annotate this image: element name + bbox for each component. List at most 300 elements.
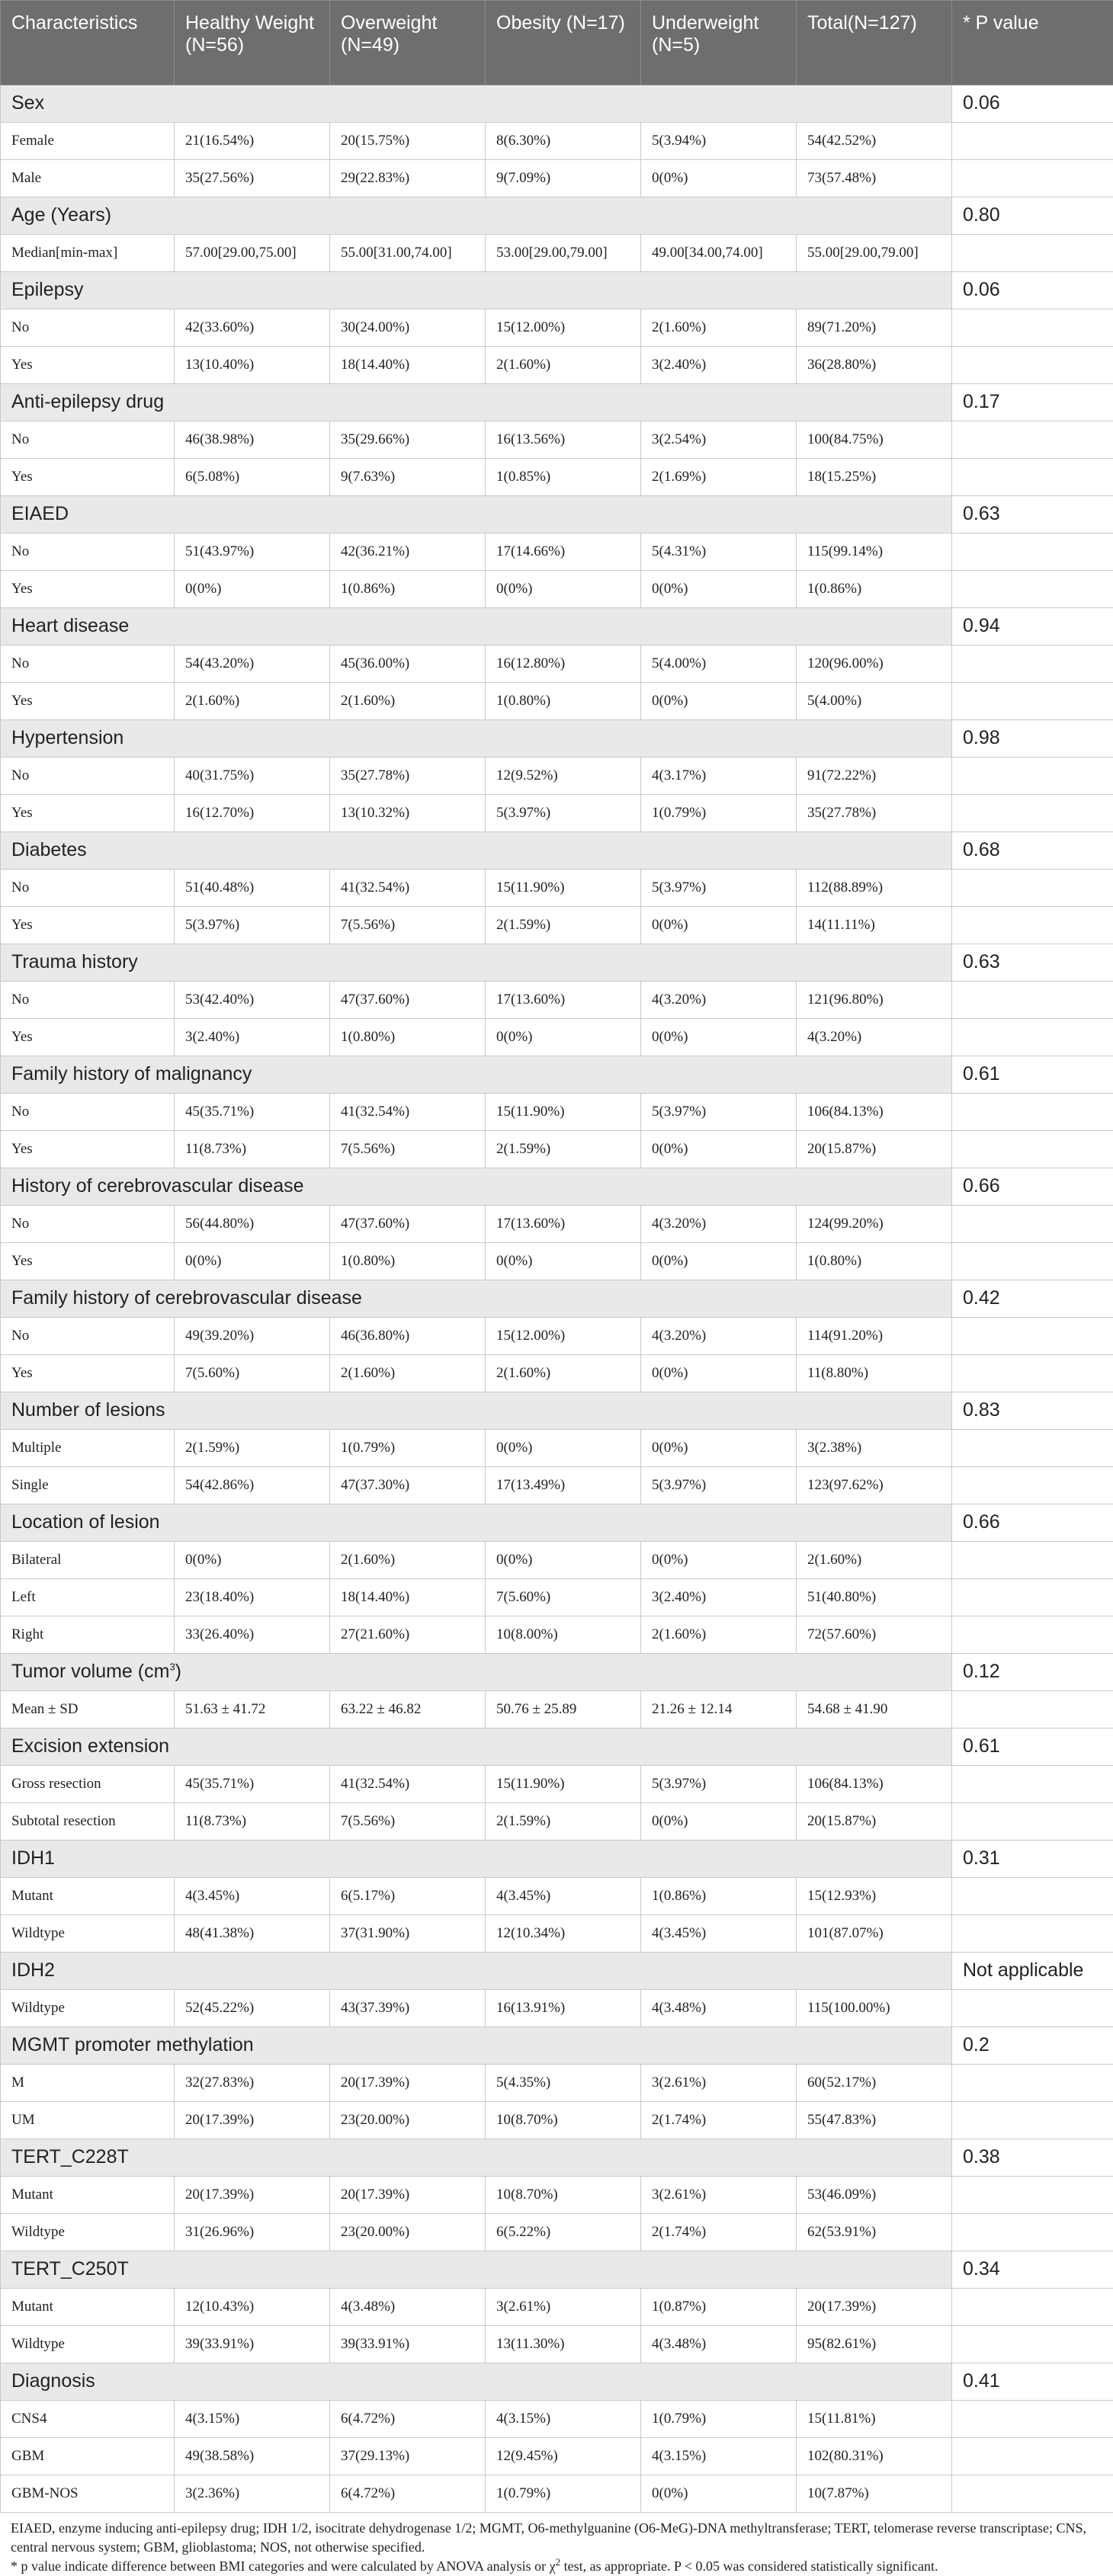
table-row [1, 683, 1113, 720]
table-cell: 2(1.60%) [330, 1542, 486, 1579]
table-cell-empty [952, 1355, 1113, 1392]
table-cell: 4(3.48%) [641, 2326, 797, 2363]
table-cell: 16(12.80%) [486, 646, 641, 683]
table-cell: 29(22.83%) [330, 160, 486, 197]
table-cell: 56(44.80%) [175, 1206, 330, 1243]
row-label: GBM [1, 2438, 175, 2475]
table-cell: 7(5.60%) [486, 1579, 641, 1616]
table-row [1, 2177, 1113, 2214]
p-value-cell: 0.42 [952, 1280, 1113, 1318]
table-cell: 106(84.13%) [797, 1094, 952, 1131]
section-title-text: IDH2 [11, 1959, 55, 1981]
table-row [1, 1094, 1113, 1131]
table-cell: 15(11.90%) [486, 1094, 641, 1131]
section-title-text: Family history of cerebrovascular disease [11, 1287, 362, 1309]
section-title-end: ) [175, 1661, 181, 1682]
table-cell: 23(20.00%) [330, 2214, 486, 2251]
footnote-chi-sup: 2 [556, 2556, 561, 2568]
section-title [1, 2251, 952, 2289]
table-cell: 55.00[29.00,79.00] [797, 235, 952, 272]
table-cell: 7(5.56%) [330, 907, 486, 944]
table-row [1, 646, 1113, 683]
p-value-cell: 0.2 [952, 2027, 1113, 2065]
table-cell: 16(13.56%) [486, 421, 641, 459]
section-header-row [1, 384, 1113, 421]
table-cell: 51(40.80%) [797, 1579, 952, 1616]
table-cell: 53.00[29.00,79.00] [486, 235, 641, 272]
table-cell: 7(5.56%) [330, 1131, 486, 1168]
table-cell: 5(3.97%) [641, 1467, 797, 1504]
table-cell: 6(5.22%) [486, 2214, 641, 2251]
table-row [1, 2102, 1113, 2139]
table-cell-empty [952, 1691, 1113, 1729]
section-header-row [1, 720, 1113, 758]
section-title-text: EIAED [11, 503, 69, 524]
table-cell: 0(0%) [641, 1430, 797, 1467]
table-cell: 20(17.39%) [330, 2065, 486, 2102]
table-cell: 49.00[34.00,74.00] [641, 235, 797, 272]
table-cell: 32(27.83%) [175, 2065, 330, 2102]
table-row [1, 1766, 1113, 1803]
table-cell: 1(0.85%) [486, 459, 641, 496]
table-cell: 15(12.93%) [797, 1878, 952, 1915]
section-header-row [1, 197, 1113, 235]
header-characteristics: Characteristics [1, 1, 175, 85]
table-cell: 4(3.45%) [641, 1915, 797, 1953]
row-label: GBM-NOS [1, 2475, 175, 2513]
section-header-row [1, 2027, 1113, 2065]
table-cell: 3(2.61%) [486, 2289, 641, 2326]
table-cell: 53(46.09%) [797, 2177, 952, 2214]
section-title [1, 272, 952, 309]
table-row [1, 758, 1113, 795]
table-cell: 8(6.30%) [486, 123, 641, 160]
table-cell-empty [952, 1467, 1113, 1504]
table-cell-empty [952, 1878, 1113, 1915]
table-cell: 20(15.87%) [797, 1803, 952, 1841]
row-label: Gross resection [1, 1766, 175, 1803]
table-cell: 13(11.30%) [486, 2326, 641, 2363]
table-cell-empty [952, 1206, 1113, 1243]
row-label: Female [1, 123, 175, 160]
table-cell: 3(2.36%) [175, 2475, 330, 2513]
table-row [1, 1243, 1113, 1280]
section-header-row [1, 1841, 1113, 1878]
section-header-row [1, 272, 1113, 309]
table-cell-empty [952, 1542, 1113, 1579]
section-title [1, 197, 952, 235]
table-cell: 4(3.45%) [175, 1878, 330, 1915]
table-cell: 54(42.86%) [175, 1467, 330, 1504]
row-label: No [1, 1094, 175, 1131]
table-cell: 46(38.98%) [175, 421, 330, 459]
table-cell: 51(43.97%) [175, 533, 330, 571]
table-cell: 50.76 ± 25.89 [486, 1691, 641, 1729]
table-cell: 6(4.72%) [330, 2401, 486, 2438]
row-label: Mean ± SD [1, 1691, 175, 1729]
table-row [1, 309, 1113, 347]
table-cell: 18(14.40%) [330, 1579, 486, 1616]
row-label: Subtotal resection [1, 1803, 175, 1841]
table-cell: 17(14.66%) [486, 533, 641, 571]
table-cell: 46(36.80%) [330, 1318, 486, 1355]
table-cell: 4(3.20%) [641, 982, 797, 1019]
section-title [1, 832, 952, 870]
section-title-sup: 3 [169, 1661, 175, 1673]
row-label: No [1, 421, 175, 459]
header-obesity: Obesity (N=17) [486, 1, 641, 85]
table-cell-empty [952, 309, 1113, 347]
table-cell: 60(52.17%) [797, 2065, 952, 2102]
row-label: Yes [1, 683, 175, 720]
table-cell: 7(5.60%) [175, 1355, 330, 1392]
table-cell-empty [952, 123, 1113, 160]
table-cell-empty [952, 1990, 1113, 2027]
table-cell: 39(33.91%) [175, 2326, 330, 2363]
row-label: M [1, 2065, 175, 2102]
table-cell: 5(3.97%) [486, 795, 641, 832]
p-value-cell: 0.17 [952, 384, 1113, 421]
row-label: Mutant [1, 2177, 175, 2214]
header-p-value: * P value [952, 1, 1113, 85]
table-row [1, 1691, 1113, 1729]
table-body [1, 85, 1113, 2513]
table-row [1, 2438, 1113, 2475]
row-label: Single [1, 1467, 175, 1504]
section-title [1, 1729, 952, 1766]
table-cell: 9(7.63%) [330, 459, 486, 496]
table-cell-empty [952, 235, 1113, 272]
table-cell: 17(13.60%) [486, 982, 641, 1019]
table-cell: 48(41.38%) [175, 1915, 330, 1953]
table-cell: 18(15.25%) [797, 459, 952, 496]
table-cell: 39(33.91%) [330, 2326, 486, 2363]
table-cell: 45(35.71%) [175, 1094, 330, 1131]
p-value-cell: 0.61 [952, 1056, 1113, 1094]
table-cell: 115(99.14%) [797, 533, 952, 571]
table-cell-empty [952, 683, 1113, 720]
row-label: Mutant [1, 1878, 175, 1915]
section-header-row [1, 496, 1113, 533]
table-cell: 40(31.75%) [175, 758, 330, 795]
table-cell: 10(7.87%) [797, 2475, 952, 2513]
table-cell: 21(16.54%) [175, 123, 330, 160]
table-cell: 4(3.20%) [641, 1206, 797, 1243]
table-cell: 3(2.40%) [175, 1019, 330, 1056]
row-label: No [1, 758, 175, 795]
section-header-row [1, 2363, 1113, 2401]
table-cell: 9(7.09%) [486, 160, 641, 197]
table-cell: 73(57.48%) [797, 160, 952, 197]
footnote-abbreviations: EIAED, enzyme inducing anti-epilepsy drug; IDH 1/2, isocitrate dehydrogenase 1/2; MGMT, O6-methylguanine (O6-MeG)-DNA methyltransferase; TERT, telomerase reverse transcriptase; CNS, central nervous system; GBM, glioblastoma; NOS, not otherwise specified. [11, 2519, 1101, 2557]
table-cell: 0(0%) [641, 1542, 797, 1579]
section-header-row [1, 944, 1113, 982]
p-value-cell: 0.94 [952, 608, 1113, 646]
table-cell: 0(0%) [486, 1430, 641, 1467]
table-cell: 20(17.39%) [175, 2177, 330, 2214]
p-value-cell: 0.06 [952, 272, 1113, 309]
table-cell: 20(17.39%) [797, 2289, 952, 2326]
table-cell: 20(15.75%) [330, 123, 486, 160]
table-cell: 45(36.00%) [330, 646, 486, 683]
section-title-text: Anti-epilepsy drug [11, 391, 164, 412]
table-cell: 18(14.40%) [330, 347, 486, 384]
table-cell: 15(11.90%) [486, 1766, 641, 1803]
table-cell: 51(40.48%) [175, 870, 330, 907]
table-cell: 0(0%) [641, 1243, 797, 1280]
table-cell: 4(3.15%) [175, 2401, 330, 2438]
table-cell: 106(84.13%) [797, 1766, 952, 1803]
section-header-row [1, 1504, 1113, 1542]
table-cell: 114(91.20%) [797, 1318, 952, 1355]
table-cell: 2(1.59%) [486, 1803, 641, 1841]
table-cell: 10(8.70%) [486, 2177, 641, 2214]
table-cell: 10(8.00%) [486, 1616, 641, 1654]
row-label: Right [1, 1616, 175, 1654]
table-cell: 45(35.71%) [175, 1766, 330, 1803]
table-row [1, 347, 1113, 384]
table-row [1, 571, 1113, 608]
table-cell: 20(17.39%) [330, 2177, 486, 2214]
row-label: No [1, 646, 175, 683]
table-cell-empty [952, 533, 1113, 571]
row-label: No [1, 533, 175, 571]
section-header-row [1, 1280, 1113, 1318]
table-cell: 121(96.80%) [797, 982, 952, 1019]
table-cell-empty [952, 421, 1113, 459]
table-cell: 54(42.52%) [797, 123, 952, 160]
table-cell: 0(0%) [641, 907, 797, 944]
table-row [1, 235, 1113, 272]
table-row [1, 2289, 1113, 2326]
table-cell: 33(26.40%) [175, 1616, 330, 1654]
table-cell: 3(2.38%) [797, 1430, 952, 1467]
table-cell: 2(1.60%) [641, 309, 797, 347]
table-cell: 23(18.40%) [175, 1579, 330, 1616]
row-label: CNS4 [1, 2401, 175, 2438]
table-cell: 49(39.20%) [175, 1318, 330, 1355]
section-header-row [1, 2139, 1113, 2177]
section-title-text: Excision extension [11, 1735, 169, 1757]
table-cell: 2(1.59%) [486, 907, 641, 944]
table-row [1, 1542, 1113, 1579]
p-value-cell: 0.41 [952, 2363, 1113, 2401]
table-cell: 0(0%) [175, 571, 330, 608]
table-cell-empty [952, 646, 1113, 683]
table-cell: 13(10.40%) [175, 347, 330, 384]
section-title [1, 384, 952, 421]
table-cell: 2(1.59%) [175, 1430, 330, 1467]
table-cell-empty [952, 347, 1113, 384]
table-cell: 35(27.78%) [797, 795, 952, 832]
table-cell: 42(33.60%) [175, 309, 330, 347]
row-label: No [1, 309, 175, 347]
section-title-text: Sex [11, 92, 44, 114]
table-cell: 112(88.89%) [797, 870, 952, 907]
table-cell: 13(10.32%) [330, 795, 486, 832]
table-cell: 101(87.07%) [797, 1915, 952, 1953]
p-value-cell: 0.63 [952, 944, 1113, 982]
table-cell: 15(11.90%) [486, 870, 641, 907]
table-cell: 3(2.40%) [641, 347, 797, 384]
table-row [1, 1990, 1113, 2027]
header-underweight: Underweight (N=5) [641, 1, 797, 85]
table-cell: 54.68 ± 41.90 [797, 1691, 952, 1729]
table-cell: 102(80.31%) [797, 2438, 952, 2475]
table-row [1, 2065, 1113, 2102]
table-cell: 53(42.40%) [175, 982, 330, 1019]
table-cell: 5(3.97%) [175, 907, 330, 944]
table-cell-empty [952, 1616, 1113, 1654]
table-cell: 1(0.87%) [641, 2289, 797, 2326]
table-row [1, 1019, 1113, 1056]
table-cell: 63.22 ± 46.82 [330, 1691, 486, 1729]
table-cell: 0(0%) [641, 683, 797, 720]
p-value-cell: 0.61 [952, 1729, 1113, 1766]
table-cell-empty [952, 1243, 1113, 1280]
table-cell: 2(1.74%) [641, 2214, 797, 2251]
p-value-cell: 0.12 [952, 1654, 1113, 1691]
section-header-row [1, 85, 1113, 123]
table-cell: 3(2.61%) [641, 2177, 797, 2214]
table-cell: 52(45.22%) [175, 1990, 330, 2027]
table-cell: 20(15.87%) [797, 1131, 952, 1168]
section-header-row [1, 2251, 1113, 2289]
section-header-row [1, 1953, 1113, 1990]
table-cell: 16(13.91%) [486, 1990, 641, 2027]
table-cell-empty [952, 160, 1113, 197]
table-cell: 0(0%) [641, 160, 797, 197]
table-cell-empty [952, 1430, 1113, 1467]
table-cell: 37(31.90%) [330, 1915, 486, 1953]
table-row [1, 982, 1113, 1019]
table-cell: 16(12.70%) [175, 795, 330, 832]
table-cell: 12(9.45%) [486, 2438, 641, 2475]
table-cell: 5(3.94%) [641, 123, 797, 160]
table-cell: 3(2.40%) [641, 1579, 797, 1616]
table-row [1, 2326, 1113, 2363]
table-cell: 62(53.91%) [797, 2214, 952, 2251]
p-value-cell: 0.80 [952, 197, 1113, 235]
table-cell: 37(29.13%) [330, 2438, 486, 2475]
table-cell: 17(13.60%) [486, 1206, 641, 1243]
table-cell: 47(37.60%) [330, 982, 486, 1019]
table-row [1, 1915, 1113, 1953]
table-cell: 5(4.31%) [641, 533, 797, 571]
row-label: Left [1, 1579, 175, 1616]
section-header-row [1, 608, 1113, 646]
row-label: Yes [1, 347, 175, 384]
table-cell: 0(0%) [486, 1019, 641, 1056]
table-cell: 2(1.60%) [175, 683, 330, 720]
p-value-cell: 0.34 [952, 2251, 1113, 2289]
table-row [1, 2214, 1113, 2251]
section-title-text: TERT_C228T [11, 2146, 129, 2167]
table-cell: 115(100.00%) [797, 1990, 952, 2027]
table-cell-empty [952, 1915, 1113, 1953]
table-cell: 2(1.74%) [641, 2102, 797, 2139]
table-cell: 49(38.58%) [175, 2438, 330, 2475]
table-cell-empty [952, 2102, 1113, 2139]
section-title-text: Diagnosis [11, 2370, 95, 2392]
table-cell: 0(0%) [486, 1542, 641, 1579]
table-cell-empty [952, 2326, 1113, 2363]
table-cell: 55.00[31.00,74.00] [330, 235, 486, 272]
table-cell: 27(21.60%) [330, 1616, 486, 1654]
table-cell: 4(3.15%) [486, 2401, 641, 2438]
table-cell: 2(1.60%) [330, 1355, 486, 1392]
table-cell: 11(8.73%) [175, 1803, 330, 1841]
table-cell: 41(32.54%) [330, 1094, 486, 1131]
table-cell: 54(43.20%) [175, 646, 330, 683]
table-row [1, 421, 1113, 459]
table-row [1, 160, 1113, 197]
row-label: Mutant [1, 2289, 175, 2326]
section-title-text: Age (Years) [11, 204, 111, 226]
table-cell: 11(8.80%) [797, 1355, 952, 1392]
section-title [1, 1392, 952, 1430]
table-cell: 6(5.17%) [330, 1878, 486, 1915]
footnote-pvalue-text-end: test, as appropriate. P < 0.05 was considered statistically significant. [560, 2558, 938, 2574]
p-value-cell: 0.63 [952, 496, 1113, 533]
section-title [1, 1280, 952, 1318]
row-label: Multiple [1, 1430, 175, 1467]
p-value-cell: 0.68 [952, 832, 1113, 870]
section-title [1, 2363, 952, 2401]
table-row [1, 1206, 1113, 1243]
table-cell: 20(17.39%) [175, 2102, 330, 2139]
row-label: Male [1, 160, 175, 197]
table-cell: 35(27.78%) [330, 758, 486, 795]
table-cell: 1(0.79%) [486, 2475, 641, 2513]
table-cell: 0(0%) [641, 2475, 797, 2513]
table-cell: 55(47.83%) [797, 2102, 952, 2139]
table-cell: 5(3.97%) [641, 870, 797, 907]
section-title-text: History of cerebrovascular disease [11, 1175, 304, 1197]
table-cell: 4(3.15%) [641, 2438, 797, 2475]
p-value-cell: 0.66 [952, 1504, 1113, 1542]
table-row [1, 1318, 1113, 1355]
section-title [1, 1504, 952, 1542]
section-title [1, 944, 952, 982]
section-title [1, 1953, 952, 1990]
section-header-row [1, 1729, 1113, 1766]
table-cell-empty [952, 1803, 1113, 1841]
section-title-text: Heart disease [11, 615, 129, 636]
table-cell: 0(0%) [641, 1803, 797, 1841]
section-title-text: IDH1 [11, 1847, 55, 1869]
section-title-text: Number of lesions [11, 1399, 165, 1421]
section-title-text: Epilepsy [11, 279, 84, 300]
table-cell-empty [952, 2289, 1113, 2326]
table-cell: 21.26 ± 12.14 [641, 1691, 797, 1729]
table-cell: 120(96.00%) [797, 646, 952, 683]
row-label: No [1, 870, 175, 907]
table-cell: 0(0%) [486, 571, 641, 608]
row-label: No [1, 982, 175, 1019]
section-header-row [1, 1056, 1113, 1094]
section-title [1, 608, 952, 646]
header-overweight: Overweight (N=49) [330, 1, 486, 85]
row-label: Wildtype [1, 1990, 175, 2027]
table-cell-empty [952, 1318, 1113, 1355]
row-label: Yes [1, 1355, 175, 1392]
table-cell: 15(11.81%) [797, 2401, 952, 2438]
table-cell: 6(5.08%) [175, 459, 330, 496]
table-cell-empty [952, 982, 1113, 1019]
section-title [1, 1654, 952, 1691]
table-cell: 1(0.86%) [330, 571, 486, 608]
